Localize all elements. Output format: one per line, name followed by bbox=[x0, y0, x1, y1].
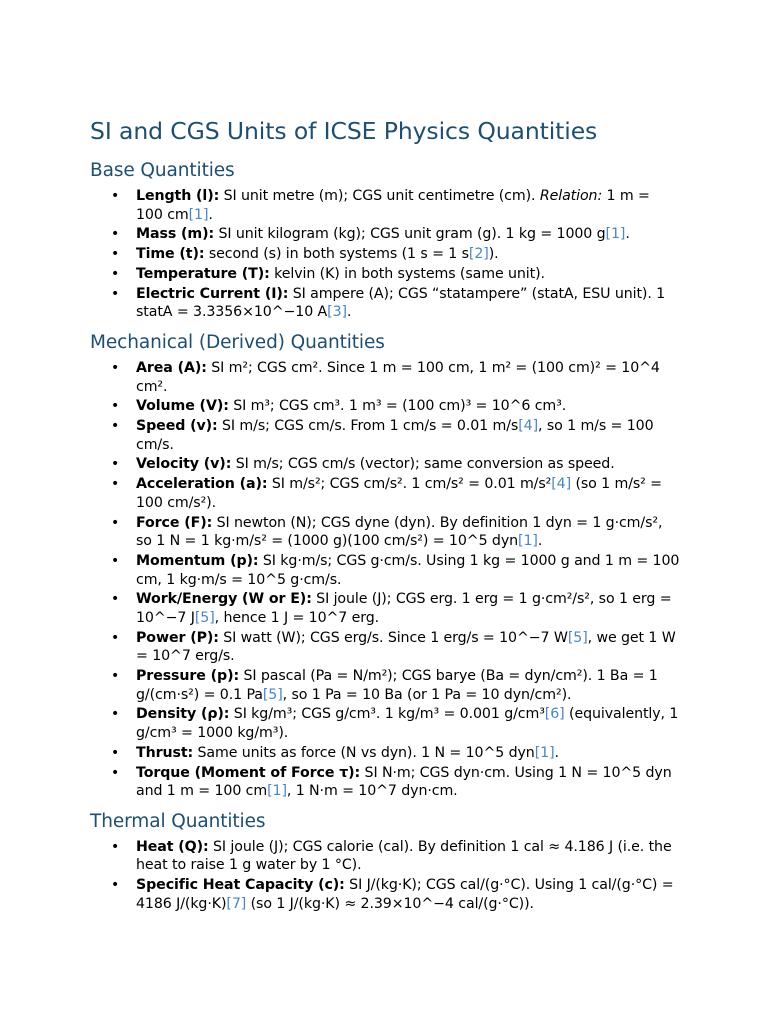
item-text-after: . bbox=[625, 226, 630, 243]
citation-link[interactable]: [5] bbox=[567, 629, 588, 646]
list-thermal-quantities bbox=[90, 838, 680, 914]
item-text: SI watt (W); CGS erg/s. Since 1 erg/s = 10^−7 W bbox=[218, 629, 568, 646]
citation-link[interactable]: [5] bbox=[262, 686, 283, 703]
item-text-after: , 1 N·m = 10^7 dyn·cm. bbox=[286, 783, 458, 800]
item-term: Pressure (p): bbox=[136, 668, 240, 685]
list-item bbox=[90, 245, 680, 264]
item-text: SI joule (J); CGS erg. 1 erg = 1 g·cm²/s², so 1 erg = 10^−7 J bbox=[136, 591, 672, 626]
item-text-after: , hence 1 J = 10^7 erg. bbox=[214, 609, 380, 626]
item-text-after: , so 1 m/s = 100 cm/s. bbox=[136, 418, 654, 453]
citation-link[interactable]: [1] bbox=[518, 533, 538, 550]
item-text-after: . bbox=[208, 206, 213, 223]
item-text: SI unit kilogram (kg); CGS unit gram (g). 1 kg = 1000 g bbox=[214, 226, 606, 243]
list-item bbox=[90, 417, 680, 454]
item-term: Thrust: bbox=[136, 744, 194, 761]
section-heading-thermal: Thermal Quantities bbox=[90, 810, 266, 832]
document-page bbox=[90, 114, 680, 921]
item-text-after: . bbox=[537, 533, 543, 550]
item-text: SI newton (N); CGS dyne (dyn). By definition 1 dyn = 1 g·cm/s², so 1 N = 1 kg·m/s² = (1000 g)(100 cm/s²) = 10^5 dyn bbox=[136, 514, 663, 550]
list-item bbox=[90, 514, 680, 551]
citation-link[interactable]: [1] bbox=[267, 783, 287, 800]
item-text: Same units as force (N vs dyn). 1 N = 10^5 dyn bbox=[193, 744, 535, 761]
list-item bbox=[90, 397, 680, 416]
item-term: Mass (m): bbox=[136, 226, 215, 243]
list-item bbox=[90, 359, 680, 396]
item-term: Power (P): bbox=[136, 629, 219, 646]
item-text-after: . bbox=[554, 744, 559, 761]
item-term: Length (l): bbox=[136, 188, 220, 204]
list-item bbox=[90, 455, 680, 474]
list-item bbox=[90, 475, 680, 512]
item-term: Work/Energy (W or E): bbox=[136, 591, 312, 608]
list-item bbox=[90, 265, 680, 284]
item-text: SI unit metre (m); CGS unit centimetre (cm). bbox=[219, 188, 540, 204]
item-term: Heat (Q): bbox=[136, 838, 209, 855]
list-item bbox=[90, 285, 680, 322]
item-term: Torque (Moment of Force τ): bbox=[136, 764, 361, 781]
section-heading-mechanical: Mechanical (Derived) Quantities bbox=[90, 331, 385, 353]
item-text-after: (so 1 m/s² = 100 cm/s²). bbox=[136, 476, 662, 511]
item-text: SI J/(kg·K); CGS cal/(g·°C). Using 1 cal/(g·°C) = 4186 J/(kg·K) bbox=[136, 877, 674, 912]
item-term: Force (F): bbox=[136, 514, 213, 531]
page-title: SI and CGS Units of ICSE Physics Quantities bbox=[90, 117, 598, 145]
section-heading-base: Base Quantities bbox=[90, 160, 235, 181]
item-text: kelvin (K) in both systems (same unit). bbox=[269, 265, 545, 282]
citation-link[interactable]: [6] bbox=[544, 706, 565, 723]
item-term: Velocity (v): bbox=[136, 456, 232, 473]
item-term: Acceleration (a): bbox=[136, 476, 268, 493]
citation-link[interactable]: [5] bbox=[194, 609, 215, 626]
item-text-after: . bbox=[346, 304, 352, 321]
citation-link[interactable]: [4] bbox=[551, 476, 572, 493]
item-text: SI m²; CGS cm². Since 1 m = 100 cm, 1 m² = (100 cm)² = 10^4 cm². bbox=[136, 359, 660, 395]
item-term: Density (ρ): bbox=[136, 706, 230, 723]
item-term: Area (A): bbox=[136, 359, 207, 376]
citation-link[interactable]: [1] bbox=[188, 206, 209, 223]
item-term: Temperature (T): bbox=[136, 265, 270, 282]
item-text: SI m/s; CGS cm/s (vector); same conversion as speed. bbox=[231, 456, 615, 473]
item-italic: Relation: bbox=[539, 188, 603, 204]
citation-link[interactable]: [3] bbox=[327, 304, 347, 321]
citation-link[interactable]: [2] bbox=[468, 246, 489, 263]
list-item bbox=[90, 552, 680, 589]
list-item bbox=[90, 876, 680, 913]
list-item bbox=[90, 590, 680, 627]
item-text: SI kg/m³; CGS g/cm³. 1 kg/m³ = 0.001 g/cm³ bbox=[229, 706, 545, 723]
list-item bbox=[90, 838, 680, 875]
item-text: SI joule (J); CGS calorie (cal). By definition 1 cal ≈ 4.186 J (i.e. the heat to raise 1 g water by 1 °C). bbox=[136, 838, 672, 874]
item-text-after: (so 1 J/(kg·K) ≈ 2.39×10^−4 cal/(g·°C)). bbox=[246, 895, 534, 912]
item-text-after: ). bbox=[488, 246, 499, 263]
citation-link[interactable]: [4] bbox=[518, 418, 539, 435]
item-text-after: , so 1 Pa = 10 Ba (or 1 Pa = 10 dyn/cm²). bbox=[282, 686, 572, 703]
item-text: 1 m = 100 cm bbox=[136, 188, 650, 223]
item-term: Electric Current (I): bbox=[136, 285, 289, 302]
list-item bbox=[90, 629, 680, 666]
citation-link[interactable]: [1] bbox=[605, 226, 626, 243]
item-text: SI kg·m/s; CGS g·cm/s. Using 1 kg = 1000 g and 1 m = 100 cm, 1 kg·m/s = 10^5 g·cm/s. bbox=[136, 552, 680, 588]
item-text: second (s) in both systems (1 s = 1 s bbox=[204, 246, 469, 263]
list-item bbox=[90, 187, 680, 224]
item-text: SI N·m; CGS dyn·cm. Using 1 N = 10^5 dyn and 1 m = 100 cm bbox=[136, 764, 672, 800]
item-text-after: (equivalently, 1 g/cm³ = 1000 kg/m³). bbox=[136, 706, 679, 742]
item-text: SI m/s; CGS cm/s. From 1 cm/s = 0.01 m/s bbox=[217, 418, 519, 435]
list-item bbox=[90, 705, 680, 742]
item-text-after: , we get 1 W = 10^7 erg/s. bbox=[136, 629, 676, 665]
item-term: Speed (v): bbox=[136, 418, 218, 435]
citation-link[interactable]: [7] bbox=[226, 895, 247, 912]
list-item bbox=[90, 744, 680, 763]
item-term: Momentum (p): bbox=[136, 552, 259, 569]
list-item bbox=[90, 225, 680, 244]
item-term: Specific Heat Capacity (c): bbox=[136, 877, 345, 894]
list-item bbox=[90, 764, 680, 801]
list-mechanical-quantities bbox=[90, 359, 680, 801]
item-term: Time (t): bbox=[136, 246, 205, 263]
item-text: SI ampere (A); CGS “statampere” (statA, ESU unit). 1 statA = 3.3356×10^−10 A bbox=[136, 285, 666, 321]
item-text: SI pascal (Pa = N/m²); CGS barye (Ba = dyn/cm²). 1 Ba = 1 g/(cm·s²) = 0.1 Pa bbox=[136, 668, 658, 703]
item-text: SI m³; CGS cm³. 1 m³ = (100 cm)³ = 10^6 cm³. bbox=[228, 398, 567, 415]
list-base-quantities bbox=[90, 187, 680, 322]
citation-link[interactable]: [1] bbox=[534, 744, 555, 761]
item-text: SI m/s²; CGS cm/s². 1 cm/s² = 0.01 m/s² bbox=[267, 476, 552, 493]
list-item bbox=[90, 667, 680, 704]
item-term: Volume (V): bbox=[136, 398, 229, 415]
